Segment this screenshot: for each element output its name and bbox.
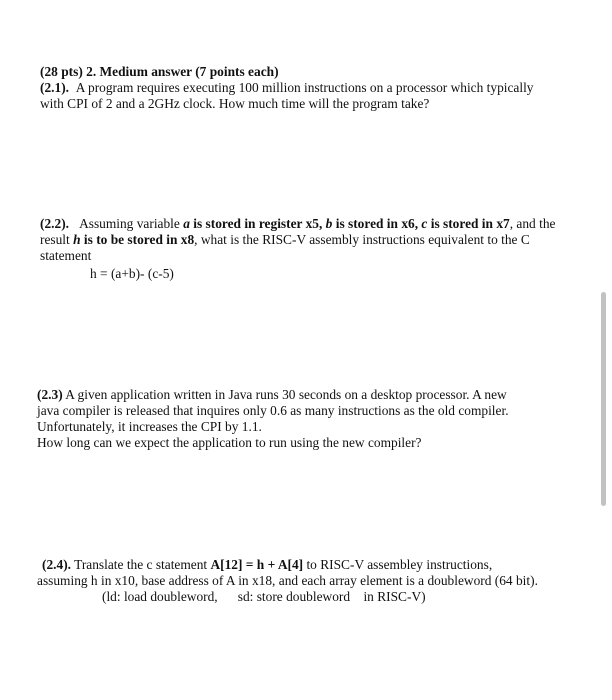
question-2-3	[37, 387, 576, 451]
question-2-3-line-3: Unfortunately, it increases the CPI by 1.1.	[37, 419, 262, 434]
vertical-scrollbar[interactable]	[601, 292, 606, 506]
question-2-4	[37, 557, 582, 605]
question-2-3-line-1: (2.3) A given application written in Java runs 30 seconds on a desktop processor. A new	[37, 387, 507, 402]
section-heading: (28 pts) 2. Medium answer (7 points each)	[40, 64, 279, 79]
question-2-2-line-2: result h is to be stored in x8, what is the RISC-V assembly instructions equivalent to the C	[40, 232, 530, 247]
question-section	[40, 64, 580, 112]
question-2-4-line-3: (ld: load doubleword, sd: store doubleword in RISC-V)	[102, 589, 426, 604]
question-2-4-line-2: assuming h in x10, base address of A in x18, and each array element is a doubleword (64 bit).	[37, 573, 538, 588]
question-2-2-line-3: statement	[40, 248, 92, 263]
question-number: (2.1).	[40, 80, 70, 95]
question-2-3-line-4: How long can we expect the application to run using the new compiler?	[37, 435, 422, 450]
assignment-statement: A[12] = h + A[4]	[210, 557, 304, 572]
question-2-4-line-1: (2.4). Translate the c statement A[12] = h + A[4] to RISC-V assembley instructions,	[42, 557, 493, 572]
question-2-2-line-1: (2.2). Assuming variable a is stored in register x5, b is stored in x6, c is stored in x7, and the	[40, 216, 556, 231]
question-2-2	[40, 216, 600, 282]
question-2-1-line-1: (2.1). A program requires executing 100 million instructions on a processor which typically	[40, 80, 534, 95]
question-2-3-line-2: java compiler is released that inquires only 0.6 as many instructions as the old compiler.	[37, 403, 509, 418]
question-2-1-line-2: with CPI of 2 and a 2GHz clock. How much time will the program take?	[40, 96, 430, 111]
c-statement-formula: h = (a+b)- (c-5)	[90, 266, 174, 281]
